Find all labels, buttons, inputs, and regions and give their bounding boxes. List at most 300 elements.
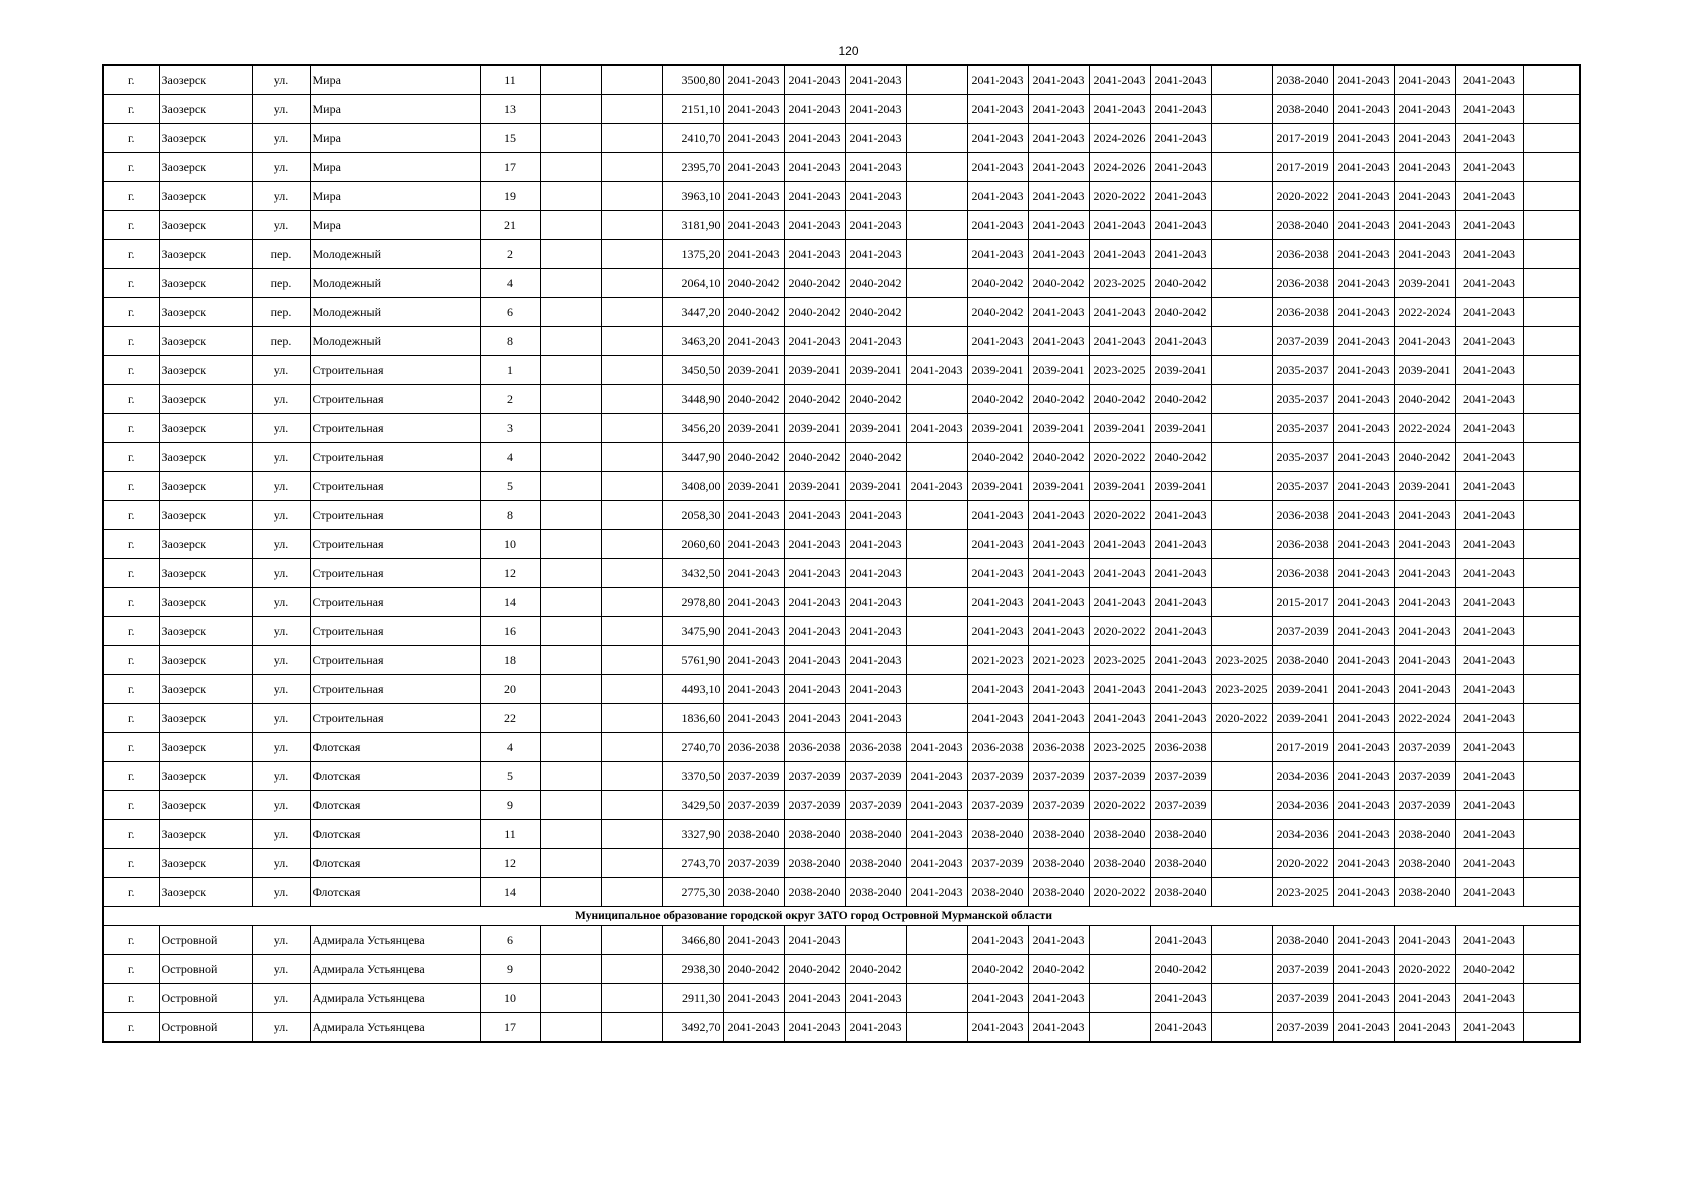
street-type-cell: ул. xyxy=(252,878,310,907)
work-period-cell: 2041-2043 xyxy=(1455,762,1523,791)
work-period-cell: 2041-2043 xyxy=(1455,385,1523,414)
empty-cell xyxy=(540,762,601,791)
empty-cell xyxy=(601,820,662,849)
street-cell: Адмирала Устьянцева xyxy=(310,926,480,955)
street-cell: Молодежный xyxy=(310,298,480,327)
street-type-cell: ул. xyxy=(252,65,310,95)
work-period-cell: 2039-2041 xyxy=(967,414,1028,443)
work-period-cell: 2039-2041 xyxy=(1028,414,1089,443)
work-period-cell: 2037-2039 xyxy=(784,762,845,791)
settlement-cell: Заозерск xyxy=(159,762,252,791)
section-header-row xyxy=(103,907,1580,926)
work-period-cell xyxy=(906,153,967,182)
work-period-cell: 2041-2043 xyxy=(1394,240,1455,269)
work-period-cell: 2041-2043 xyxy=(1028,704,1089,733)
work-period-cell: 2037-2039 xyxy=(1272,1013,1333,1043)
work-period-cell xyxy=(906,984,967,1013)
work-period-cell: 2041-2043 xyxy=(1333,1013,1394,1043)
work-period-cell: 2041-2043 xyxy=(1333,588,1394,617)
work-period-cell: 2041-2043 xyxy=(1455,1013,1523,1043)
street-cell: Флотская xyxy=(310,849,480,878)
empty-cell xyxy=(601,704,662,733)
work-period-cell: 2041-2043 xyxy=(1394,95,1455,124)
table-row xyxy=(103,356,1580,385)
work-period-cell: 2041-2043 xyxy=(1150,1013,1211,1043)
street-type-cell: ул. xyxy=(252,211,310,240)
street-cell: Адмирала Устьянцева xyxy=(310,1013,480,1043)
settlement-type-cell: г. xyxy=(103,182,159,211)
work-period-cell: 2041-2043 xyxy=(906,414,967,443)
work-period-cell: 2041-2043 xyxy=(784,501,845,530)
street-type-cell: ул. xyxy=(252,559,310,588)
area-cell: 3327,90 xyxy=(662,820,723,849)
house-number-cell: 2 xyxy=(480,240,540,269)
work-period-cell: 2041-2043 xyxy=(784,153,845,182)
work-period-cell xyxy=(906,559,967,588)
street-type-cell: пер. xyxy=(252,298,310,327)
work-period-cell: 2038-2040 xyxy=(784,820,845,849)
work-period-cell xyxy=(1211,762,1272,791)
work-period-cell: 2041-2043 xyxy=(1089,675,1150,704)
empty-cell xyxy=(1523,955,1580,984)
work-period-cell: 2041-2043 xyxy=(1089,559,1150,588)
house-number-cell: 22 xyxy=(480,704,540,733)
work-period-cell: 2037-2039 xyxy=(1394,791,1455,820)
table-row xyxy=(103,65,1580,95)
work-period-cell: 2041-2043 xyxy=(845,559,906,588)
empty-cell xyxy=(540,65,601,95)
work-period-cell: 2041-2043 xyxy=(1028,1013,1089,1043)
work-period-cell xyxy=(1211,878,1272,907)
street-type-cell: ул. xyxy=(252,385,310,414)
empty-cell xyxy=(601,65,662,95)
house-number-cell: 8 xyxy=(480,327,540,356)
work-period-cell: 2041-2043 xyxy=(1333,762,1394,791)
work-period-cell: 2037-2039 xyxy=(1272,617,1333,646)
work-period-cell: 2041-2043 xyxy=(1150,153,1211,182)
work-period-cell: 2037-2039 xyxy=(1272,984,1333,1013)
work-period-cell: 2041-2043 xyxy=(1333,153,1394,182)
empty-cell xyxy=(540,124,601,153)
work-period-cell: 2041-2043 xyxy=(1394,153,1455,182)
work-period-cell: 2041-2043 xyxy=(1394,211,1455,240)
empty-cell xyxy=(1523,849,1580,878)
work-period-cell: 2039-2041 xyxy=(1394,472,1455,501)
house-number-cell: 15 xyxy=(480,124,540,153)
street-type-cell: ул. xyxy=(252,820,310,849)
empty-cell xyxy=(540,95,601,124)
table-body-zaozersk xyxy=(103,65,1580,907)
work-period-cell: 2041-2043 xyxy=(784,926,845,955)
work-period-cell: 2041-2043 xyxy=(1394,926,1455,955)
empty-cell xyxy=(601,327,662,356)
work-period-cell: 2041-2043 xyxy=(906,878,967,907)
work-period-cell: 2036-2038 xyxy=(1272,298,1333,327)
empty-cell xyxy=(540,356,601,385)
work-period-cell: 2041-2043 xyxy=(845,588,906,617)
work-period-cell xyxy=(906,617,967,646)
work-period-cell: 2041-2043 xyxy=(1455,704,1523,733)
settlement-cell: Заозерск xyxy=(159,559,252,588)
work-period-cell: 2040-2042 xyxy=(1394,385,1455,414)
work-period-cell: 2041-2043 xyxy=(1028,211,1089,240)
settlement-cell: Заозерск xyxy=(159,646,252,675)
work-period-cell: 2041-2043 xyxy=(1333,501,1394,530)
work-period-cell xyxy=(906,704,967,733)
street-type-cell: пер. xyxy=(252,269,310,298)
area-cell: 2911,30 xyxy=(662,984,723,1013)
empty-cell xyxy=(1523,791,1580,820)
work-period-cell: 2039-2041 xyxy=(784,356,845,385)
work-period-cell: 2041-2043 xyxy=(1150,984,1211,1013)
work-period-cell: 2039-2041 xyxy=(784,414,845,443)
work-period-cell: 2041-2043 xyxy=(1089,211,1150,240)
work-period-cell: 2041-2043 xyxy=(1394,588,1455,617)
work-period-cell: 2040-2042 xyxy=(1028,269,1089,298)
street-cell: Мира xyxy=(310,211,480,240)
table-row xyxy=(103,791,1580,820)
work-period-cell: 2020-2022 xyxy=(1089,182,1150,211)
work-period-cell: 2041-2043 xyxy=(1394,182,1455,211)
settlement-cell: Заозерск xyxy=(159,443,252,472)
empty-cell xyxy=(540,211,601,240)
work-period-cell: 2023-2025 xyxy=(1089,733,1150,762)
settlement-type-cell: г. xyxy=(103,95,159,124)
street-type-cell: ул. xyxy=(252,791,310,820)
settlement-cell: Островной xyxy=(159,1013,252,1043)
work-period-cell: 2041-2043 xyxy=(1333,878,1394,907)
area-cell: 2151,10 xyxy=(662,95,723,124)
work-period-cell: 2020-2022 xyxy=(1089,443,1150,472)
work-period-cell: 2041-2043 xyxy=(967,501,1028,530)
work-period-cell: 2038-2040 xyxy=(1028,849,1089,878)
empty-cell xyxy=(1523,356,1580,385)
work-period-cell: 2041-2043 xyxy=(845,501,906,530)
area-cell: 1375,20 xyxy=(662,240,723,269)
work-period-cell: 2041-2043 xyxy=(784,646,845,675)
empty-cell xyxy=(601,414,662,443)
work-period-cell: 2037-2039 xyxy=(784,791,845,820)
table-row xyxy=(103,762,1580,791)
table-row xyxy=(103,704,1580,733)
settlement-cell: Заозерск xyxy=(159,704,252,733)
work-period-cell: 2041-2043 xyxy=(723,1013,784,1043)
work-period-cell: 2041-2043 xyxy=(967,65,1028,95)
street-type-cell: ул. xyxy=(252,733,310,762)
settlement-cell: Заозерск xyxy=(159,95,252,124)
work-period-cell: 2040-2042 xyxy=(1150,385,1211,414)
table-row xyxy=(103,530,1580,559)
work-period-cell xyxy=(1211,617,1272,646)
work-period-cell: 2017-2019 xyxy=(1272,124,1333,153)
work-period-cell: 2041-2043 xyxy=(1333,443,1394,472)
work-period-cell: 2041-2043 xyxy=(723,675,784,704)
area-cell: 2740,70 xyxy=(662,733,723,762)
work-period-cell: 2041-2043 xyxy=(723,65,784,95)
empty-cell xyxy=(1523,211,1580,240)
area-cell: 2064,10 xyxy=(662,269,723,298)
work-period-cell xyxy=(906,501,967,530)
settlement-cell: Заозерск xyxy=(159,617,252,646)
table-row xyxy=(103,588,1580,617)
work-period-cell: 2040-2042 xyxy=(967,385,1028,414)
empty-cell xyxy=(1523,501,1580,530)
work-period-cell: 2040-2042 xyxy=(784,269,845,298)
empty-cell xyxy=(540,385,601,414)
work-period-cell: 2040-2042 xyxy=(1150,269,1211,298)
work-period-cell: 2041-2043 xyxy=(1089,530,1150,559)
work-period-cell xyxy=(906,65,967,95)
house-number-cell: 4 xyxy=(480,269,540,298)
street-cell: Мира xyxy=(310,182,480,211)
settlement-cell: Заозерск xyxy=(159,385,252,414)
work-period-cell: 2041-2043 xyxy=(784,182,845,211)
settlement-type-cell: г. xyxy=(103,327,159,356)
work-period-cell: 2041-2043 xyxy=(1455,675,1523,704)
empty-cell xyxy=(1523,646,1580,675)
work-period-cell: 2041-2043 xyxy=(967,984,1028,1013)
area-cell: 3370,50 xyxy=(662,762,723,791)
work-period-cell: 2041-2043 xyxy=(967,588,1028,617)
work-period-cell: 2041-2043 xyxy=(784,240,845,269)
settlement-cell: Заозерск xyxy=(159,65,252,95)
work-period-cell xyxy=(1211,849,1272,878)
work-period-cell: 2041-2043 xyxy=(723,153,784,182)
house-number-cell: 20 xyxy=(480,675,540,704)
work-period-cell: 2020-2022 xyxy=(1211,704,1272,733)
work-period-cell: 2036-2038 xyxy=(1272,559,1333,588)
work-period-cell: 2041-2043 xyxy=(1028,984,1089,1013)
work-period-cell: 2041-2043 xyxy=(1150,182,1211,211)
work-period-cell: 2039-2041 xyxy=(1272,704,1333,733)
work-period-cell xyxy=(1211,124,1272,153)
work-period-cell: 2041-2043 xyxy=(723,704,784,733)
settlement-type-cell: г. xyxy=(103,675,159,704)
work-period-cell: 2023-2025 xyxy=(1089,269,1150,298)
work-period-cell: 2041-2043 xyxy=(1333,385,1394,414)
table-row xyxy=(103,182,1580,211)
work-period-cell xyxy=(906,926,967,955)
area-cell: 2395,70 xyxy=(662,153,723,182)
area-cell: 5761,90 xyxy=(662,646,723,675)
work-period-cell: 2041-2043 xyxy=(845,530,906,559)
work-period-cell: 2041-2043 xyxy=(1333,414,1394,443)
work-period-cell: 2041-2043 xyxy=(1150,327,1211,356)
area-cell: 2775,30 xyxy=(662,878,723,907)
table-row xyxy=(103,646,1580,675)
work-period-cell: 2035-2037 xyxy=(1272,414,1333,443)
work-period-cell: 2040-2042 xyxy=(845,298,906,327)
settlement-cell: Заозерск xyxy=(159,153,252,182)
work-period-cell: 2041-2043 xyxy=(1455,211,1523,240)
street-type-cell: ул. xyxy=(252,646,310,675)
work-period-cell xyxy=(1211,211,1272,240)
work-period-cell: 2041-2043 xyxy=(1089,704,1150,733)
empty-cell xyxy=(540,182,601,211)
house-number-cell: 6 xyxy=(480,298,540,327)
area-cell: 4493,10 xyxy=(662,675,723,704)
work-period-cell: 2034-2036 xyxy=(1272,762,1333,791)
work-period-cell: 2015-2017 xyxy=(1272,588,1333,617)
work-period-cell: 2041-2043 xyxy=(1028,95,1089,124)
work-period-cell: 2038-2040 xyxy=(1150,849,1211,878)
empty-cell xyxy=(540,501,601,530)
work-period-cell xyxy=(1211,955,1272,984)
work-period-cell: 2039-2041 xyxy=(967,356,1028,385)
empty-cell xyxy=(540,791,601,820)
empty-cell xyxy=(1523,617,1580,646)
house-number-cell: 9 xyxy=(480,791,540,820)
empty-cell xyxy=(540,153,601,182)
work-period-cell: 2038-2040 xyxy=(723,878,784,907)
house-number-cell: 14 xyxy=(480,588,540,617)
work-period-cell: 2041-2043 xyxy=(967,240,1028,269)
work-period-cell xyxy=(906,95,967,124)
work-period-cell: 2041-2043 xyxy=(1150,240,1211,269)
work-period-cell xyxy=(906,327,967,356)
street-type-cell: ул. xyxy=(252,414,310,443)
table-row xyxy=(103,385,1580,414)
empty-cell xyxy=(540,926,601,955)
work-period-cell: 2041-2043 xyxy=(1333,211,1394,240)
work-period-cell xyxy=(1089,955,1150,984)
work-period-cell: 2041-2043 xyxy=(1089,95,1150,124)
work-period-cell: 2041-2043 xyxy=(1150,704,1211,733)
settlement-cell: Заозерск xyxy=(159,791,252,820)
work-period-cell: 2039-2041 xyxy=(723,414,784,443)
work-period-cell xyxy=(1211,472,1272,501)
work-period-cell: 2041-2043 xyxy=(1150,124,1211,153)
table-row xyxy=(103,327,1580,356)
work-period-cell: 2037-2039 xyxy=(1028,762,1089,791)
work-period-cell: 2037-2039 xyxy=(1089,762,1150,791)
work-period-cell: 2041-2043 xyxy=(1394,559,1455,588)
work-period-cell xyxy=(1211,414,1272,443)
work-period-cell xyxy=(906,211,967,240)
work-period-cell: 2041-2043 xyxy=(1455,791,1523,820)
work-period-cell: 2041-2043 xyxy=(1333,298,1394,327)
work-period-cell: 2039-2041 xyxy=(1089,472,1150,501)
section-header-group xyxy=(103,907,1580,926)
area-cell: 2743,70 xyxy=(662,849,723,878)
work-period-cell: 2041-2043 xyxy=(1089,588,1150,617)
work-period-cell xyxy=(1211,298,1272,327)
work-period-cell: 2038-2040 xyxy=(1150,820,1211,849)
work-period-cell: 2037-2039 xyxy=(967,849,1028,878)
house-number-cell: 2 xyxy=(480,385,540,414)
work-period-cell: 2036-2038 xyxy=(784,733,845,762)
work-period-cell: 2040-2042 xyxy=(723,385,784,414)
street-type-cell: ул. xyxy=(252,124,310,153)
empty-cell xyxy=(1523,530,1580,559)
work-period-cell: 2036-2038 xyxy=(1272,501,1333,530)
empty-cell xyxy=(1523,820,1580,849)
work-period-cell: 2041-2043 xyxy=(1028,298,1089,327)
section-title: Муниципальное образование городской округ ЗАТО город Островной Мурманской области xyxy=(103,907,1523,926)
work-period-cell: 2041-2043 xyxy=(1455,878,1523,907)
street-type-cell: ул. xyxy=(252,472,310,501)
work-period-cell: 2039-2041 xyxy=(1028,356,1089,385)
work-period-cell: 2039-2041 xyxy=(1150,414,1211,443)
work-period-cell: 2041-2043 xyxy=(1333,704,1394,733)
settlement-type-cell: г. xyxy=(103,704,159,733)
work-period-cell: 2041-2043 xyxy=(1333,849,1394,878)
work-period-cell: 2041-2043 xyxy=(1028,182,1089,211)
work-period-cell: 2041-2043 xyxy=(1333,182,1394,211)
settlement-cell: Заозерск xyxy=(159,211,252,240)
area-cell: 3408,00 xyxy=(662,472,723,501)
street-type-cell: ул. xyxy=(252,1013,310,1043)
table-row xyxy=(103,675,1580,704)
street-cell: Строительная xyxy=(310,530,480,559)
work-period-cell xyxy=(906,646,967,675)
table-body-ostrovnoy xyxy=(103,926,1580,1043)
empty-cell xyxy=(601,984,662,1013)
work-period-cell: 2041-2043 xyxy=(845,1013,906,1043)
work-period-cell: 2036-2038 xyxy=(1272,530,1333,559)
empty-cell xyxy=(601,298,662,327)
work-period-cell: 2037-2039 xyxy=(845,762,906,791)
settlement-type-cell: г. xyxy=(103,617,159,646)
empty-cell xyxy=(601,762,662,791)
work-period-cell: 2041-2043 xyxy=(845,646,906,675)
area-cell: 3492,70 xyxy=(662,1013,723,1043)
work-period-cell: 2041-2043 xyxy=(1455,327,1523,356)
house-number-cell: 1 xyxy=(480,356,540,385)
work-period-cell: 2041-2043 xyxy=(1394,617,1455,646)
area-cell: 2978,80 xyxy=(662,588,723,617)
street-type-cell: ул. xyxy=(252,926,310,955)
work-period-cell: 2041-2043 xyxy=(1028,327,1089,356)
work-period-cell: 2041-2043 xyxy=(784,211,845,240)
settlement-cell: Заозерск xyxy=(159,298,252,327)
empty-cell xyxy=(601,646,662,675)
work-period-cell: 2041-2043 xyxy=(1333,124,1394,153)
house-number-cell: 4 xyxy=(480,443,540,472)
work-period-cell xyxy=(906,269,967,298)
empty-cell xyxy=(540,530,601,559)
street-cell: Строительная xyxy=(310,472,480,501)
work-period-cell xyxy=(1211,820,1272,849)
work-period-cell: 2041-2043 xyxy=(906,356,967,385)
work-period-cell: 2023-2025 xyxy=(1272,878,1333,907)
street-cell: Мира xyxy=(310,153,480,182)
settlement-cell: Заозерск xyxy=(159,414,252,443)
street-type-cell: ул. xyxy=(252,849,310,878)
work-period-cell xyxy=(1211,733,1272,762)
street-type-cell: ул. xyxy=(252,704,310,733)
street-cell: Строительная xyxy=(310,646,480,675)
work-period-cell xyxy=(906,124,967,153)
work-period-cell: 2041-2043 xyxy=(1394,530,1455,559)
work-period-cell: 2041-2043 xyxy=(1028,530,1089,559)
work-period-cell: 2041-2043 xyxy=(1089,327,1150,356)
work-period-cell: 2041-2043 xyxy=(1333,617,1394,646)
work-period-cell xyxy=(1089,926,1150,955)
empty-cell xyxy=(601,240,662,269)
work-period-cell: 2041-2043 xyxy=(1455,472,1523,501)
settlement-type-cell: г. xyxy=(103,762,159,791)
work-period-cell: 2041-2043 xyxy=(1028,675,1089,704)
work-period-cell: 2041-2043 xyxy=(784,984,845,1013)
work-period-cell: 2041-2043 xyxy=(967,926,1028,955)
work-period-cell: 2041-2043 xyxy=(1150,95,1211,124)
street-cell: Строительная xyxy=(310,588,480,617)
work-period-cell: 2041-2043 xyxy=(1150,501,1211,530)
work-period-cell: 2041-2043 xyxy=(1089,298,1150,327)
work-period-cell xyxy=(1211,65,1272,95)
street-type-cell: ул. xyxy=(252,617,310,646)
